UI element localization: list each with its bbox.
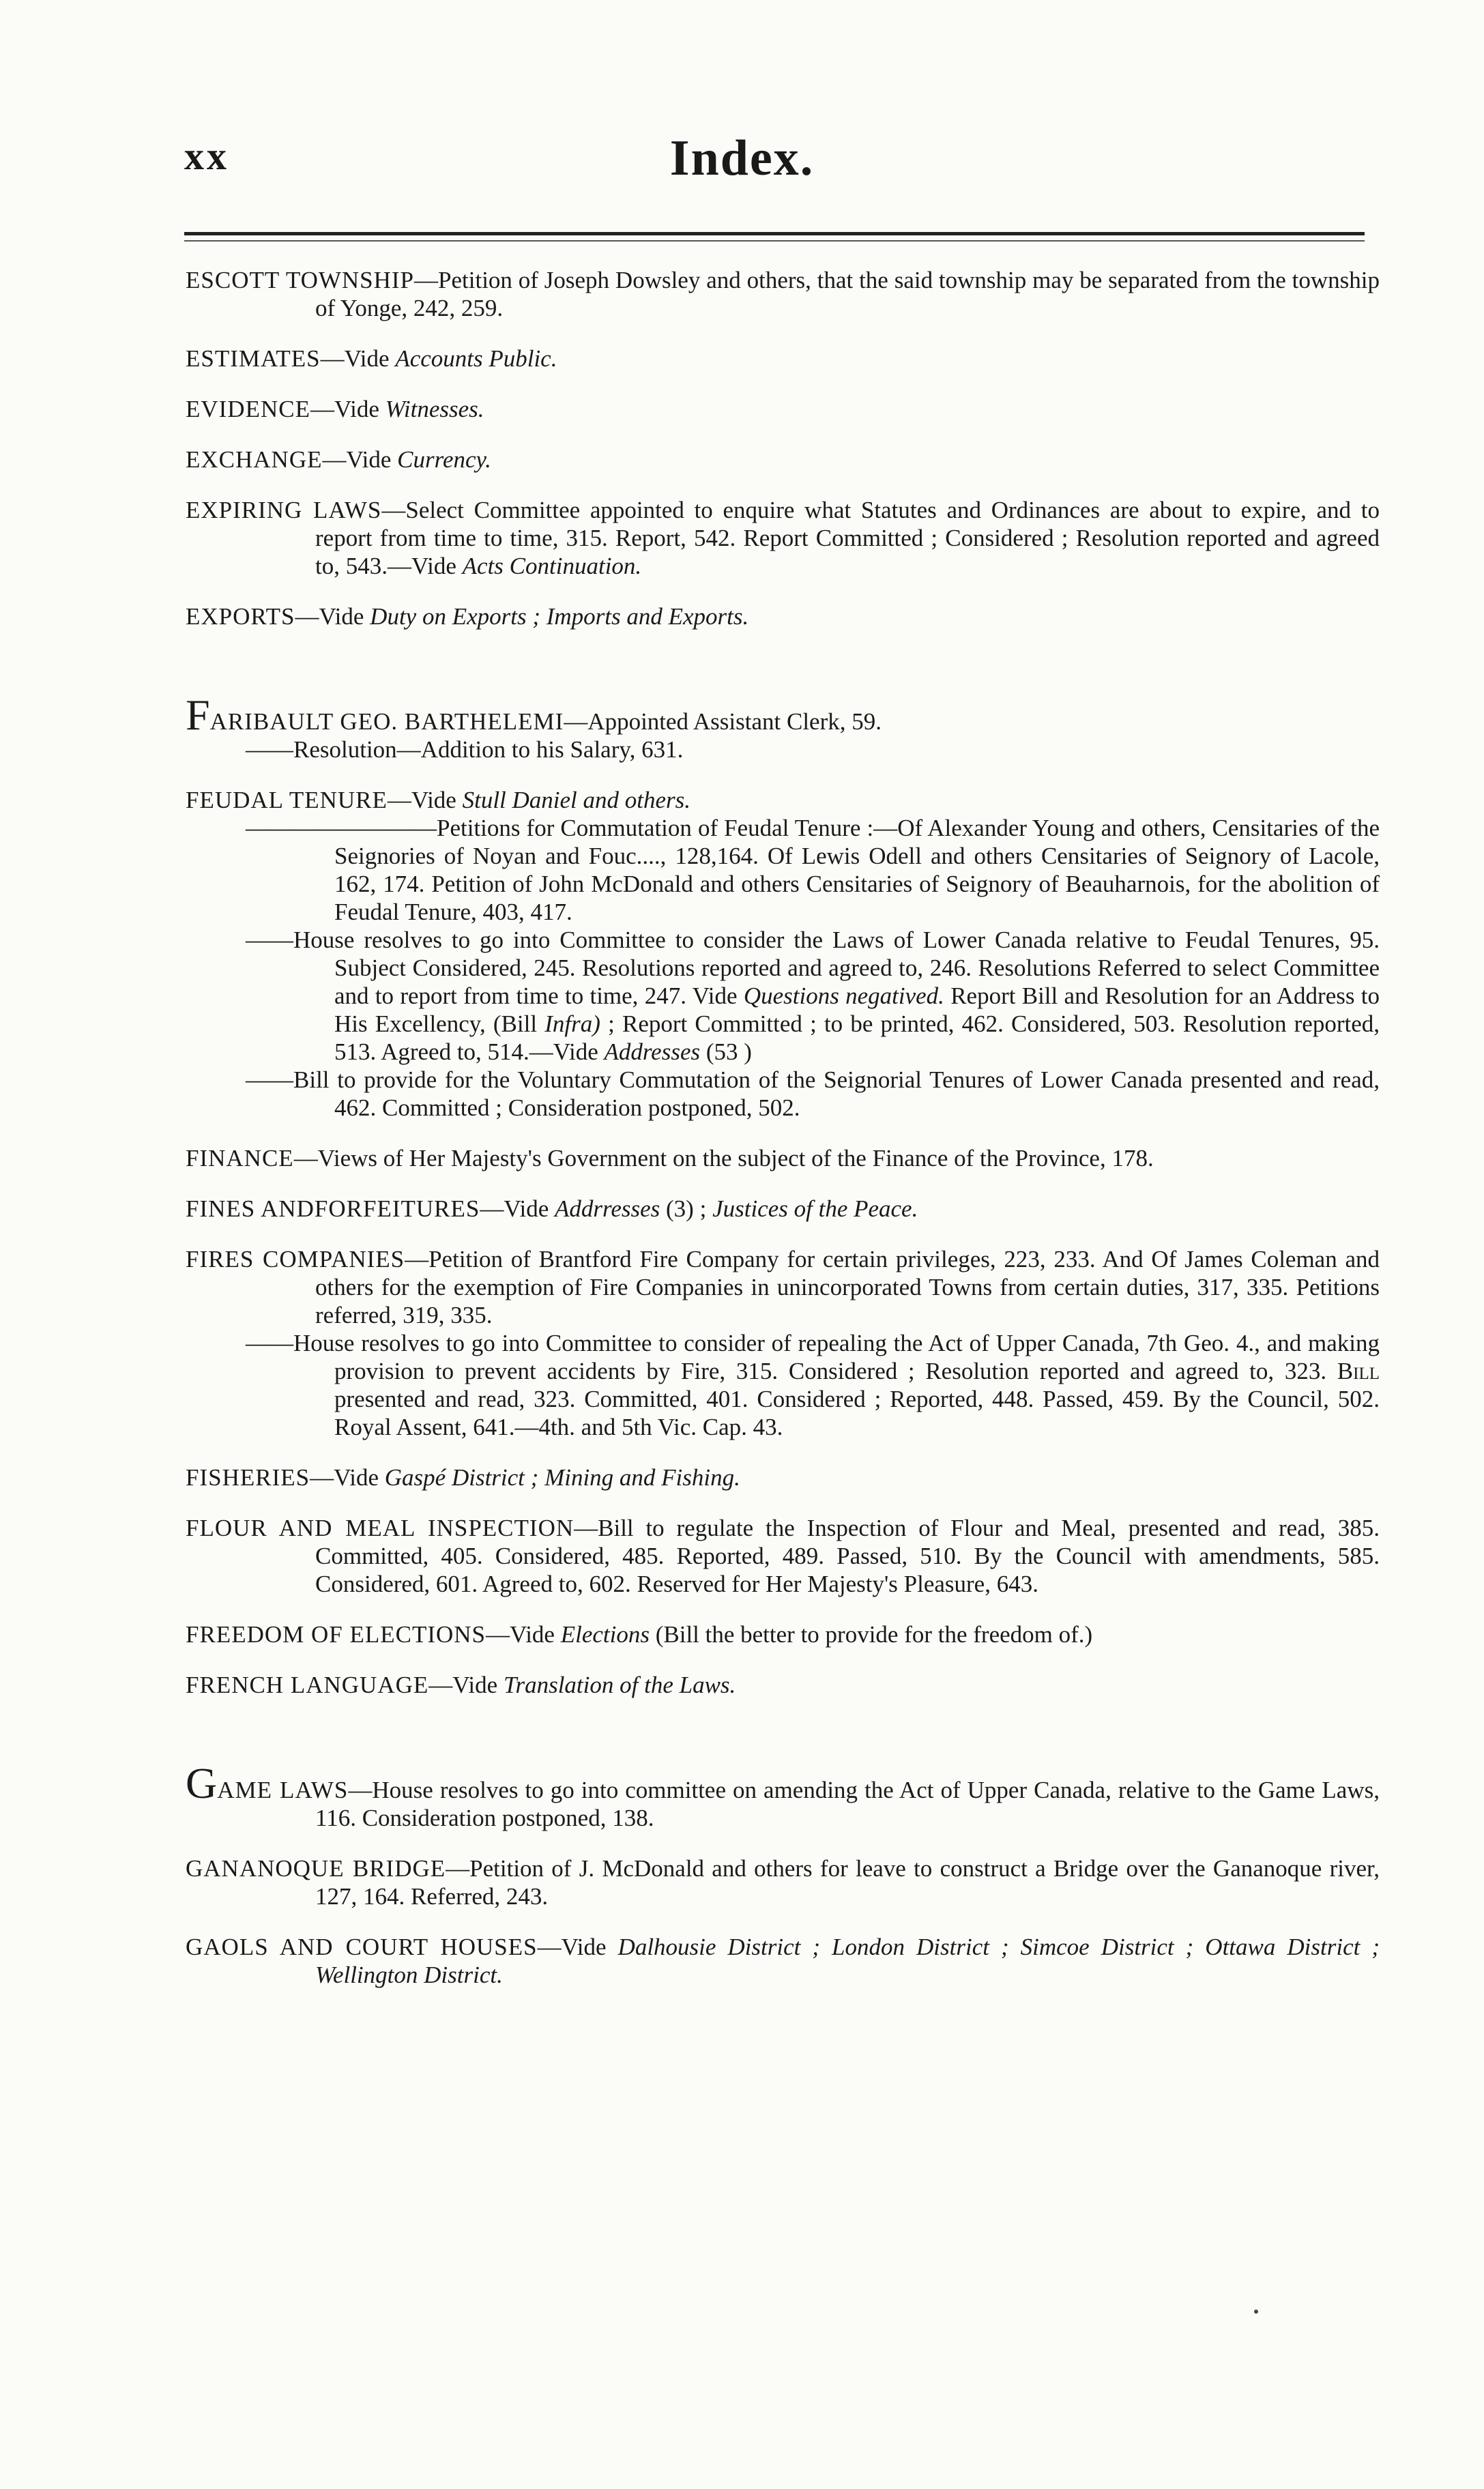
- index-subentry-feudal-committee: [186, 926, 1380, 1066]
- index-entry-game-laws: [186, 1759, 1380, 1832]
- entry-reference: Translation of the Laws.: [503, 1672, 736, 1698]
- index-entry-faribault: [186, 690, 1380, 739]
- index-subentry-feudal-bill: [186, 1066, 1380, 1122]
- entry-text: ————————Petitions for Commutation of Feudal Tenure :—Of Alexander Young and others, Censitaries of the Seignories of Noyan and Fouc...., 128,164. Of Lewis Odell and others Censitaries of Seignory of Lacole, 162, 174. Petition of John McDonald and others Censitaries of Seignory of Beauharnois, for the abolition of Feudal Tenure, 403, 417.: [246, 815, 1380, 925]
- entry-heading: EXPORTS: [186, 603, 295, 630]
- entry-heading: EXCHANGE: [186, 446, 323, 473]
- index-entry-finance: [186, 1144, 1380, 1172]
- entry-heading: FINANCE: [186, 1145, 294, 1171]
- entry-text: —Select Committee appointed to enquire what Statutes and Ordinances are about to expire, and to report from time to time, 315. Report, 542. Report Committed ; Considered ; Resolution reported and agreed to, 543.—Vide: [315, 497, 1380, 579]
- index-entry-exports: [186, 602, 1380, 630]
- entry-reference: Questions negatived.: [743, 982, 944, 1009]
- entry-text: ——Resolution—Addition to his Salary, 631.: [246, 736, 684, 763]
- entry-heading: EVIDENCE: [186, 396, 310, 422]
- section-initial-g: G: [186, 1759, 218, 1807]
- entry-text: —Vide: [310, 396, 385, 422]
- entry-reference: Gaspé District ; Mining and Fishing.: [384, 1464, 740, 1491]
- entry-reference: Stull Daniel and others.: [462, 787, 691, 813]
- index-entry-fires-companies: [186, 1245, 1380, 1329]
- entry-text: —Petition of Joseph Dowsley and others, that the said township may be separated from the township of Yonge, 242, 259.: [315, 267, 1380, 321]
- index-entry-exchange: [186, 446, 1380, 474]
- index-entry-estimates: [186, 345, 1380, 373]
- entry-heading: ESTIMATES: [186, 345, 321, 372]
- index-entry-escott-township: [186, 266, 1380, 322]
- entry-reference: Elections: [560, 1621, 650, 1648]
- index-entry-feudal-tenure: [186, 786, 1380, 814]
- index-entry-fisheries: [186, 1464, 1380, 1491]
- index-entry-expiring-laws: [186, 496, 1380, 580]
- entry-text: —House resolves to go into committee on amending the Act of Upper Canada, relative to the Game Laws, 116. Consideration postponed, 138.: [315, 1777, 1380, 1831]
- entry-heading: ESCOTT TOWNSHIP: [186, 267, 415, 293]
- entry-heading: FREEDOM OF ELECTIONS: [186, 1621, 486, 1648]
- page-number: xx: [184, 134, 229, 178]
- entry-text: —Vide: [320, 345, 396, 372]
- entry-text: —Bill to regulate the Inspection of Flour and Meal, presented and read, 385. Committed, 405. Considered, 485. Reported, 489. Passed, 510. By the Council with amendments, 585. Considered, 601. Agreed to, 602. Reserved for Her Majesty's Pleasure, 643.: [315, 1515, 1380, 1597]
- header-rule-thin: [184, 240, 1365, 242]
- entry-reference: Dalhousie District ; London District ; Simcoe District ; Ottawa District ; Wellington District.: [315, 1934, 1380, 1988]
- entry-text: —Vide: [428, 1672, 504, 1698]
- entry-heading: FLOUR AND MEAL INSPECTION: [186, 1515, 574, 1541]
- index-entry-flour-meal: [186, 1514, 1380, 1598]
- index-subentry-fires-committee: [186, 1329, 1380, 1441]
- entry-heading: GAOLS AND COURT HOUSES: [186, 1934, 538, 1960]
- entry-text: (Bill the better to provide for the freedom of.): [649, 1621, 1093, 1648]
- print-speck: [1254, 2310, 1258, 2314]
- entry-heading: FINES ANDFORFEITURES: [186, 1195, 480, 1222]
- entry-text: —Vide: [387, 787, 463, 813]
- entry-text: —Petition of Brantford Fire Company for certain privileges, 223, 233. And Of James Coleman and others for the exemption of Fire Companies in unincorporated Towns from certain duties, 317, 335. Petitions referred, 319, 335.: [315, 1246, 1380, 1328]
- entry-text: ——Bill to provide for the Voluntary Commutation of the Seignorial Tenures of Lower Canada presented and read, 462. Committed ; Consideration postponed, 502.: [246, 1066, 1380, 1121]
- entry-text: presented and read, 323. Committed, 401. Considered ; Reported, 448. Passed, 459. By the Council, 502. Royal Assent, 641.—4th. and 5th Vic. Cap. 43.: [334, 1386, 1380, 1440]
- entry-heading: GANANOQUE BRIDGE: [186, 1855, 446, 1882]
- entry-text: ——House resolves to go into Committee to consider of repealing the Act of Upper Canada, 7th Geo. 4., and making provision to prevent accidents by Fire, 315. Considered ; Resolution reported and agreed to, 323.: [246, 1330, 1380, 1384]
- entry-reference: Accounts Public.: [395, 345, 557, 372]
- entry-reference: Addresses: [604, 1038, 701, 1065]
- entry-reference: Acts Continuation.: [462, 553, 642, 579]
- entry-heading: AME LAWS: [217, 1777, 349, 1803]
- index-entry-fines-forfeitures: [186, 1195, 1380, 1223]
- entry-reference: Witnesses.: [385, 396, 484, 422]
- entry-text: (53 ): [700, 1038, 752, 1065]
- entry-text: ; Report Committed ; to be printed, 462. Considered, 503. Resolution reported, 513. Agreed to, 514.—Vide: [334, 1010, 1380, 1065]
- entry-smallcaps: Bill: [1337, 1358, 1380, 1384]
- entry-heading: FRENCH LANGUAGE: [186, 1672, 429, 1698]
- index-entry-freedom-elections: [186, 1620, 1380, 1648]
- index-subentry-feudal-petitions: [186, 814, 1380, 926]
- index-entry-evidence: [186, 395, 1380, 423]
- section-initial-f: F: [186, 690, 210, 739]
- entry-reference: Addrresses: [555, 1195, 660, 1222]
- entry-text: (3) ;: [660, 1195, 713, 1222]
- entry-text: —Vide: [322, 446, 398, 473]
- page-title: Index.: [669, 130, 815, 186]
- entry-reference: Currency.: [397, 446, 491, 473]
- entry-heading: ARIBAULT GEO. BARTHELEMI: [209, 708, 564, 735]
- index-entry-gananoque-bridge: [186, 1854, 1380, 1910]
- entry-reference: Duty on Exports ; Imports and Exports.: [370, 603, 749, 630]
- index-entry-gaols-court-houses: [186, 1933, 1380, 1989]
- section-gap: [186, 653, 1380, 701]
- entry-heading: EXPIRING LAWS: [186, 497, 382, 523]
- entry-text: —Vide: [480, 1195, 555, 1222]
- entry-text: —Vide: [310, 1464, 385, 1491]
- index-body: [186, 266, 1380, 2011]
- entry-reference: Infra): [544, 1010, 600, 1037]
- entry-text: Report Bill and Resolution for an Address to His Excellency, (Bill: [334, 982, 1380, 1037]
- entry-text: —Views of Her Majesty's Government on the subject of the Finance of the Province, 178.: [293, 1145, 1154, 1171]
- entry-reference: Justices of the Peace.: [712, 1195, 918, 1222]
- entry-heading: FIRES COMPANIES: [186, 1246, 405, 1272]
- header-rule: [184, 232, 1365, 235]
- entry-text: —Appointed Assistant Clerk, 59.: [564, 708, 882, 735]
- entry-heading: FISHERIES: [186, 1464, 310, 1491]
- entry-text: —Vide: [537, 1934, 618, 1960]
- index-subentry-faribault-salary: [186, 736, 1380, 763]
- entry-text: —Vide: [486, 1621, 561, 1648]
- entry-heading: FEUDAL TENURE: [186, 787, 388, 813]
- entry-text: —Petition of J. McDonald and others for leave to construct a Bridge over the Gananoque river, 127, 164. Referred, 243.: [315, 1855, 1380, 1910]
- entry-text: —Vide: [295, 603, 370, 630]
- section-gap: [186, 1721, 1380, 1769]
- index-entry-french-language: [186, 1671, 1380, 1699]
- entry-text: ——House resolves to go into Committee to consider the Laws of Lower Canada relative to Feudal Tenures, 95. Subject Considered, 245. Resolutions reported and agreed to, 246. Resolutions Referred to select Committee and to report from time to time, 247. Vide: [246, 927, 1380, 1009]
